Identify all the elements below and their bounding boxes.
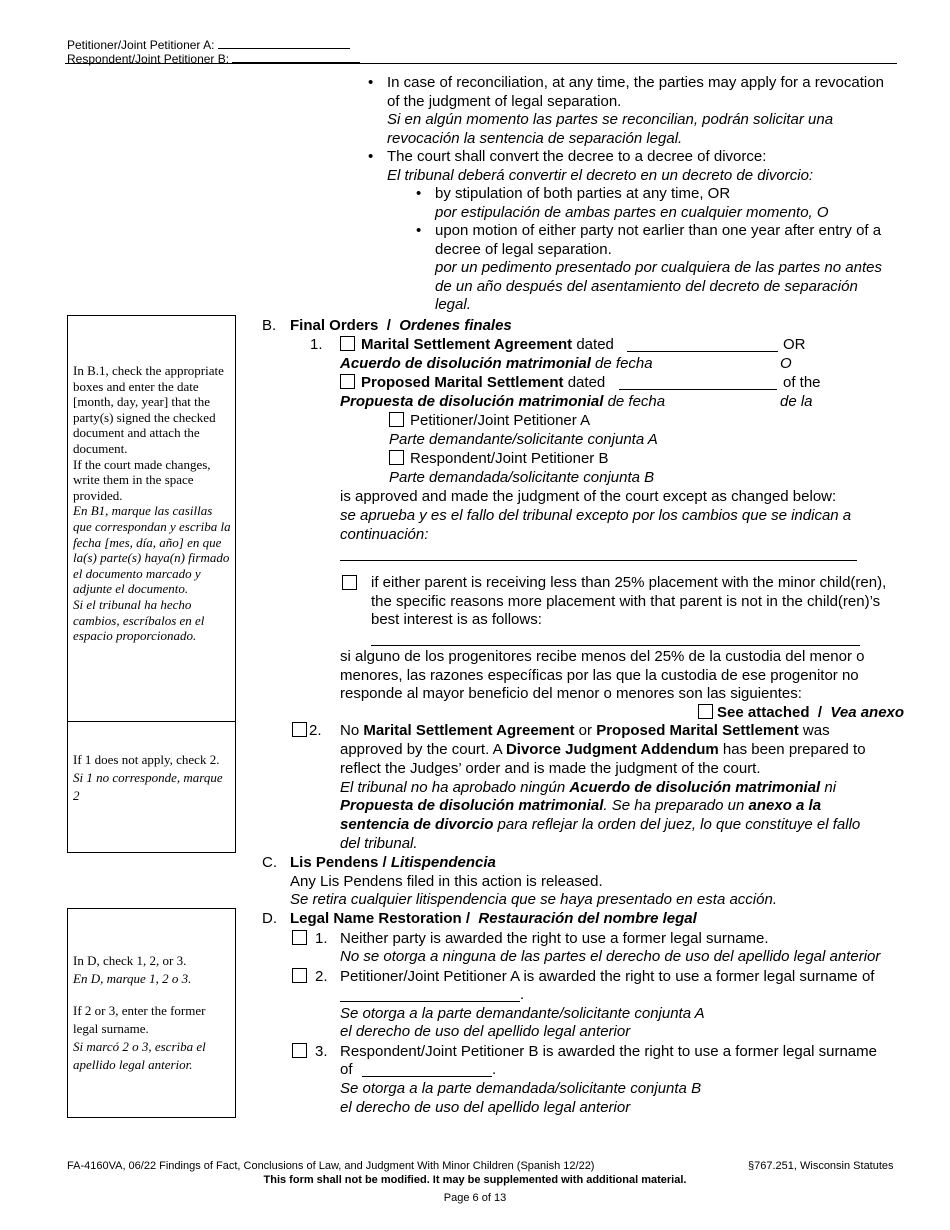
text: si alguno de los progenitores recibe menos del 25% de la custodia del menor o [340, 648, 865, 665]
instructions-box-d [67, 908, 236, 1118]
instruction-text: Si el tribunal ha hecho cambios, escríbalos en el espacio proporcionado. [73, 596, 205, 644]
text: was [798, 722, 830, 739]
title-es: Restauración del nombre legal [478, 910, 697, 927]
period: . [492, 1061, 497, 1078]
approved-text-es: se aprueba y es el fallo del tribunal excepto por los cambios que se indican a [340, 507, 852, 524]
b2-line [340, 741, 866, 760]
see-attached-checkbox[interactable] [698, 704, 713, 719]
pmsa-checkbox[interactable] [340, 374, 355, 389]
d2-row [292, 968, 328, 987]
b2-line [340, 722, 830, 741]
text: the specific reasons more placement with that parent is not in the child(ren)’s [371, 593, 881, 610]
text: legal. [435, 296, 471, 313]
d1-row [292, 930, 328, 949]
separator: / [382, 854, 387, 871]
b2-line: reflect the Judges’ order and is made the judgment of the court. [340, 760, 761, 777]
text: has been prepared to [718, 741, 866, 758]
msa-date-field[interactable] [627, 351, 778, 352]
text: if either parent is receiving less than 25% placement with the minor child(ren), [371, 574, 887, 591]
text: Neither party is awarded the right to use a former legal surname. [340, 930, 769, 947]
text: por estipulación de ambas partes en cualquier momento, O [435, 203, 829, 221]
instruction-text: Si marcó 2 o 3, escriba el apellido legal anterior. [73, 1039, 206, 1072]
text: . Se ha preparado un [603, 797, 749, 814]
stipulation-bullet [435, 185, 730, 204]
title-en: Legal Name Restoration [290, 910, 462, 927]
text: El tribunal deberá convertir el decreto en un decreto de divorcio: [387, 166, 814, 184]
respondent-b-option [389, 450, 608, 469]
respondent-label: Respondent/Joint Petitioner B: [67, 52, 230, 66]
reasons-field[interactable] [371, 645, 860, 646]
page-number: Page 6 of 13 [443, 1192, 507, 1204]
text: Marital Settlement Agreement [363, 722, 575, 739]
separator: / [817, 704, 823, 721]
b2-line [340, 797, 821, 816]
text: el derecho de uso del apellido legal anterior [340, 1023, 631, 1040]
option-label: Respondent/Joint Petitioner B [410, 450, 609, 467]
petitioner-a-checkbox[interactable] [389, 412, 404, 427]
text: de un año después del asentamiento del decreto de separación [435, 277, 858, 295]
text: Petitioner/Joint Petitioner A is awarded the right to use a former legal surname of [340, 968, 875, 985]
changes-field[interactable] [340, 560, 857, 561]
section-letter: C. [262, 854, 277, 871]
separator: / [386, 317, 391, 334]
msa-es-row [340, 355, 653, 374]
d3-row [292, 1043, 328, 1062]
msa-row [340, 336, 614, 355]
text: El tribunal no ha aprobado ningún [340, 779, 570, 796]
text: anexo a la [748, 797, 822, 814]
respondent-b-checkbox[interactable] [389, 450, 404, 465]
title-es: Ordenes finales [399, 317, 512, 334]
period: . [520, 986, 525, 1003]
text: No [340, 722, 364, 739]
text: Si en algún momento las partes se reconcilian, podrán solicitar una [387, 111, 834, 128]
item-number: 3. [315, 1043, 328, 1060]
text: by stipulation of both parties at any time, OR [435, 185, 731, 202]
text: Propuesta de disolución matrimonial [340, 797, 604, 814]
de-la-label: de la [780, 393, 813, 410]
text: por un pedimento presentado por cualquiera de las partes no antes [435, 259, 882, 276]
petitioner-a-option [389, 412, 590, 431]
approved-text: is approved and made the judgment of the court except as changed below: [340, 488, 837, 505]
b2-line: del tribunal. [340, 835, 418, 852]
d2-checkbox[interactable] [292, 968, 307, 983]
instruction-text: In D, check 1, 2, or 3. [73, 953, 187, 968]
option-label: Petitioner/Joint Petitioner A [410, 412, 591, 429]
or-label: OR [783, 336, 806, 353]
form-id: FA-4160VA, 06/22 Findings of Fact, Conclusions of Law, and Judgment With Minor Children (Spanish 12/22) [67, 1160, 595, 1172]
text: Acuerdo de disolución matrimonial [569, 779, 821, 796]
instruction-text: En B1, marque las casillas que correspondan y escriba la fecha [mes, día, año] en que la(s) parte(s) haya(n) firmado el documento marcado y adjunte el documento. [73, 503, 231, 597]
lis-pendens-text: Any Lis Pendens filed in this action is released. [290, 873, 603, 890]
text: el derecho de uso del apellido legal anterior [340, 1099, 631, 1116]
instruction-text: Si 1 no corresponde, marque 2 [73, 770, 223, 803]
o-label: O [780, 355, 792, 372]
text: of the judgment of legal separation. [387, 92, 622, 110]
parent-placement-row [342, 575, 363, 593]
see-attached-option [698, 704, 904, 723]
de-fecha-label: de fecha [607, 393, 666, 410]
instruction-text: En D, marque 1, 2 o 3. [73, 971, 192, 986]
item-number: 1. [315, 930, 328, 947]
msa-checkbox[interactable] [340, 336, 355, 351]
text: sentencia de divorcio [340, 816, 494, 833]
surname-a-field[interactable] [340, 1001, 520, 1002]
text: decree of legal separation. [435, 240, 612, 258]
statute: §767.251, Wisconsin Statutes [748, 1160, 894, 1172]
item-number: 1. [310, 336, 323, 353]
section-letter: B. [262, 317, 277, 334]
separator: / [465, 910, 471, 927]
text: No se otorga a ninguna de las partes el derecho de uso del apellido legal anterior [340, 948, 881, 965]
title-en: Lis Pendens [290, 854, 379, 871]
b2-line [340, 816, 860, 835]
text: Se otorga a la parte demandante/solicitante conjunta A [340, 1005, 705, 1022]
vea-anexo-label: Vea anexo [830, 704, 905, 721]
title-en: Final Orders [290, 317, 379, 334]
item-number: 2. [309, 722, 322, 739]
text: best interest is as follows: [371, 611, 542, 628]
pmsa-row [340, 374, 605, 393]
text: responde al mayor beneficio del menor o menores son las siguientes: [340, 685, 802, 702]
text: Se otorga a la parte demandada/solicitante conjunta B [340, 1080, 702, 1097]
text: or [574, 722, 597, 739]
item-2-checkbox[interactable] [292, 722, 307, 737]
text: menores, las razones específicas por las que la custodia de ese progenitor no [340, 667, 859, 684]
see-attached-label: See attached [717, 704, 810, 721]
parent-placement-checkbox[interactable] [342, 575, 357, 590]
text: The court shall convert the decree to a decree of divorce: [387, 148, 767, 165]
motion-bullet [435, 222, 881, 241]
option-label-es: Parte demandante/solicitante conjunta A [389, 431, 658, 448]
footer-notice: This form shall not be modified. It may be supplemented with additional material. [263, 1174, 687, 1186]
item-2-row [292, 722, 322, 741]
d1-checkbox[interactable] [292, 930, 307, 945]
text: In case of reconciliation, at any time, the parties may apply for a revocation [387, 74, 884, 91]
text: approved by the court. A [340, 741, 506, 758]
instructions-box-b1 [67, 315, 236, 722]
pmsa-es-label: Propuesta de disolución matrimonial [340, 393, 604, 410]
petitioner-name-field[interactable] [218, 34, 350, 49]
pmsa-date-field[interactable] [619, 389, 777, 390]
section-d-title [290, 910, 697, 929]
dated-label: dated [576, 336, 614, 353]
approved-text-es: continuación: [340, 526, 429, 543]
title-es: Litispendencia [390, 854, 496, 871]
pmsa-label: Proposed Marital Settlement [361, 374, 564, 391]
text: Respondent/Joint Petitioner B is awarded the right to use a former legal surname [340, 1043, 877, 1060]
of-the-label: of the [783, 374, 821, 391]
convert-bullet [387, 148, 766, 167]
section-c-title [290, 854, 496, 873]
respondent-name-field[interactable] [232, 48, 360, 63]
header-divider [65, 63, 897, 64]
text: para reflejar la orden del juez, lo que constituye el fallo [493, 816, 861, 833]
lis-pendens-text-es: Se retira cualquier litispendencia que se haya presentado en esta acción. [290, 891, 777, 908]
surname-b-field[interactable] [362, 1076, 492, 1077]
text: Proposed Marital Settlement [596, 722, 799, 739]
instruction-text: If 1 does not apply, check 2. [73, 752, 220, 767]
text: Divorce Judgment Addendum [505, 741, 719, 758]
pmsa-es-row [340, 393, 665, 412]
of-label: of [340, 1061, 353, 1078]
instruction-text: In B.1, check the appropriate boxes and enter the date [month, day, year] that the party(s) signed the checked document and attach the document. [73, 363, 224, 456]
section-letter: D. [262, 910, 277, 927]
msa-es-label: Acuerdo de disolución matrimonial [340, 355, 591, 372]
petitioner-label: Petitioner/Joint Petitioner A: [67, 38, 215, 52]
section-b-title [290, 317, 512, 336]
msa-label: Marital Settlement Agreement [361, 336, 573, 353]
instructions-box-b2 [67, 721, 236, 853]
b2-line [340, 779, 836, 798]
text: upon motion of either party not earlier than one year after entry of a [435, 222, 882, 239]
dated-label: dated [567, 374, 606, 391]
instruction-text: If 2 or 3, enter the former legal surname. [73, 1003, 206, 1036]
reconciliation-bullet [387, 74, 884, 93]
d3-checkbox[interactable] [292, 1043, 307, 1058]
option-label-es: Parte demandada/solicitante conjunta B [389, 469, 655, 486]
text: ni [820, 779, 837, 796]
de-fecha-label: de fecha [595, 355, 653, 372]
text: revocación la sentencia de separación legal. [387, 129, 683, 147]
item-number: 2. [315, 968, 328, 985]
instruction-text: If the court made changes, write them in the space provided. [73, 456, 211, 503]
